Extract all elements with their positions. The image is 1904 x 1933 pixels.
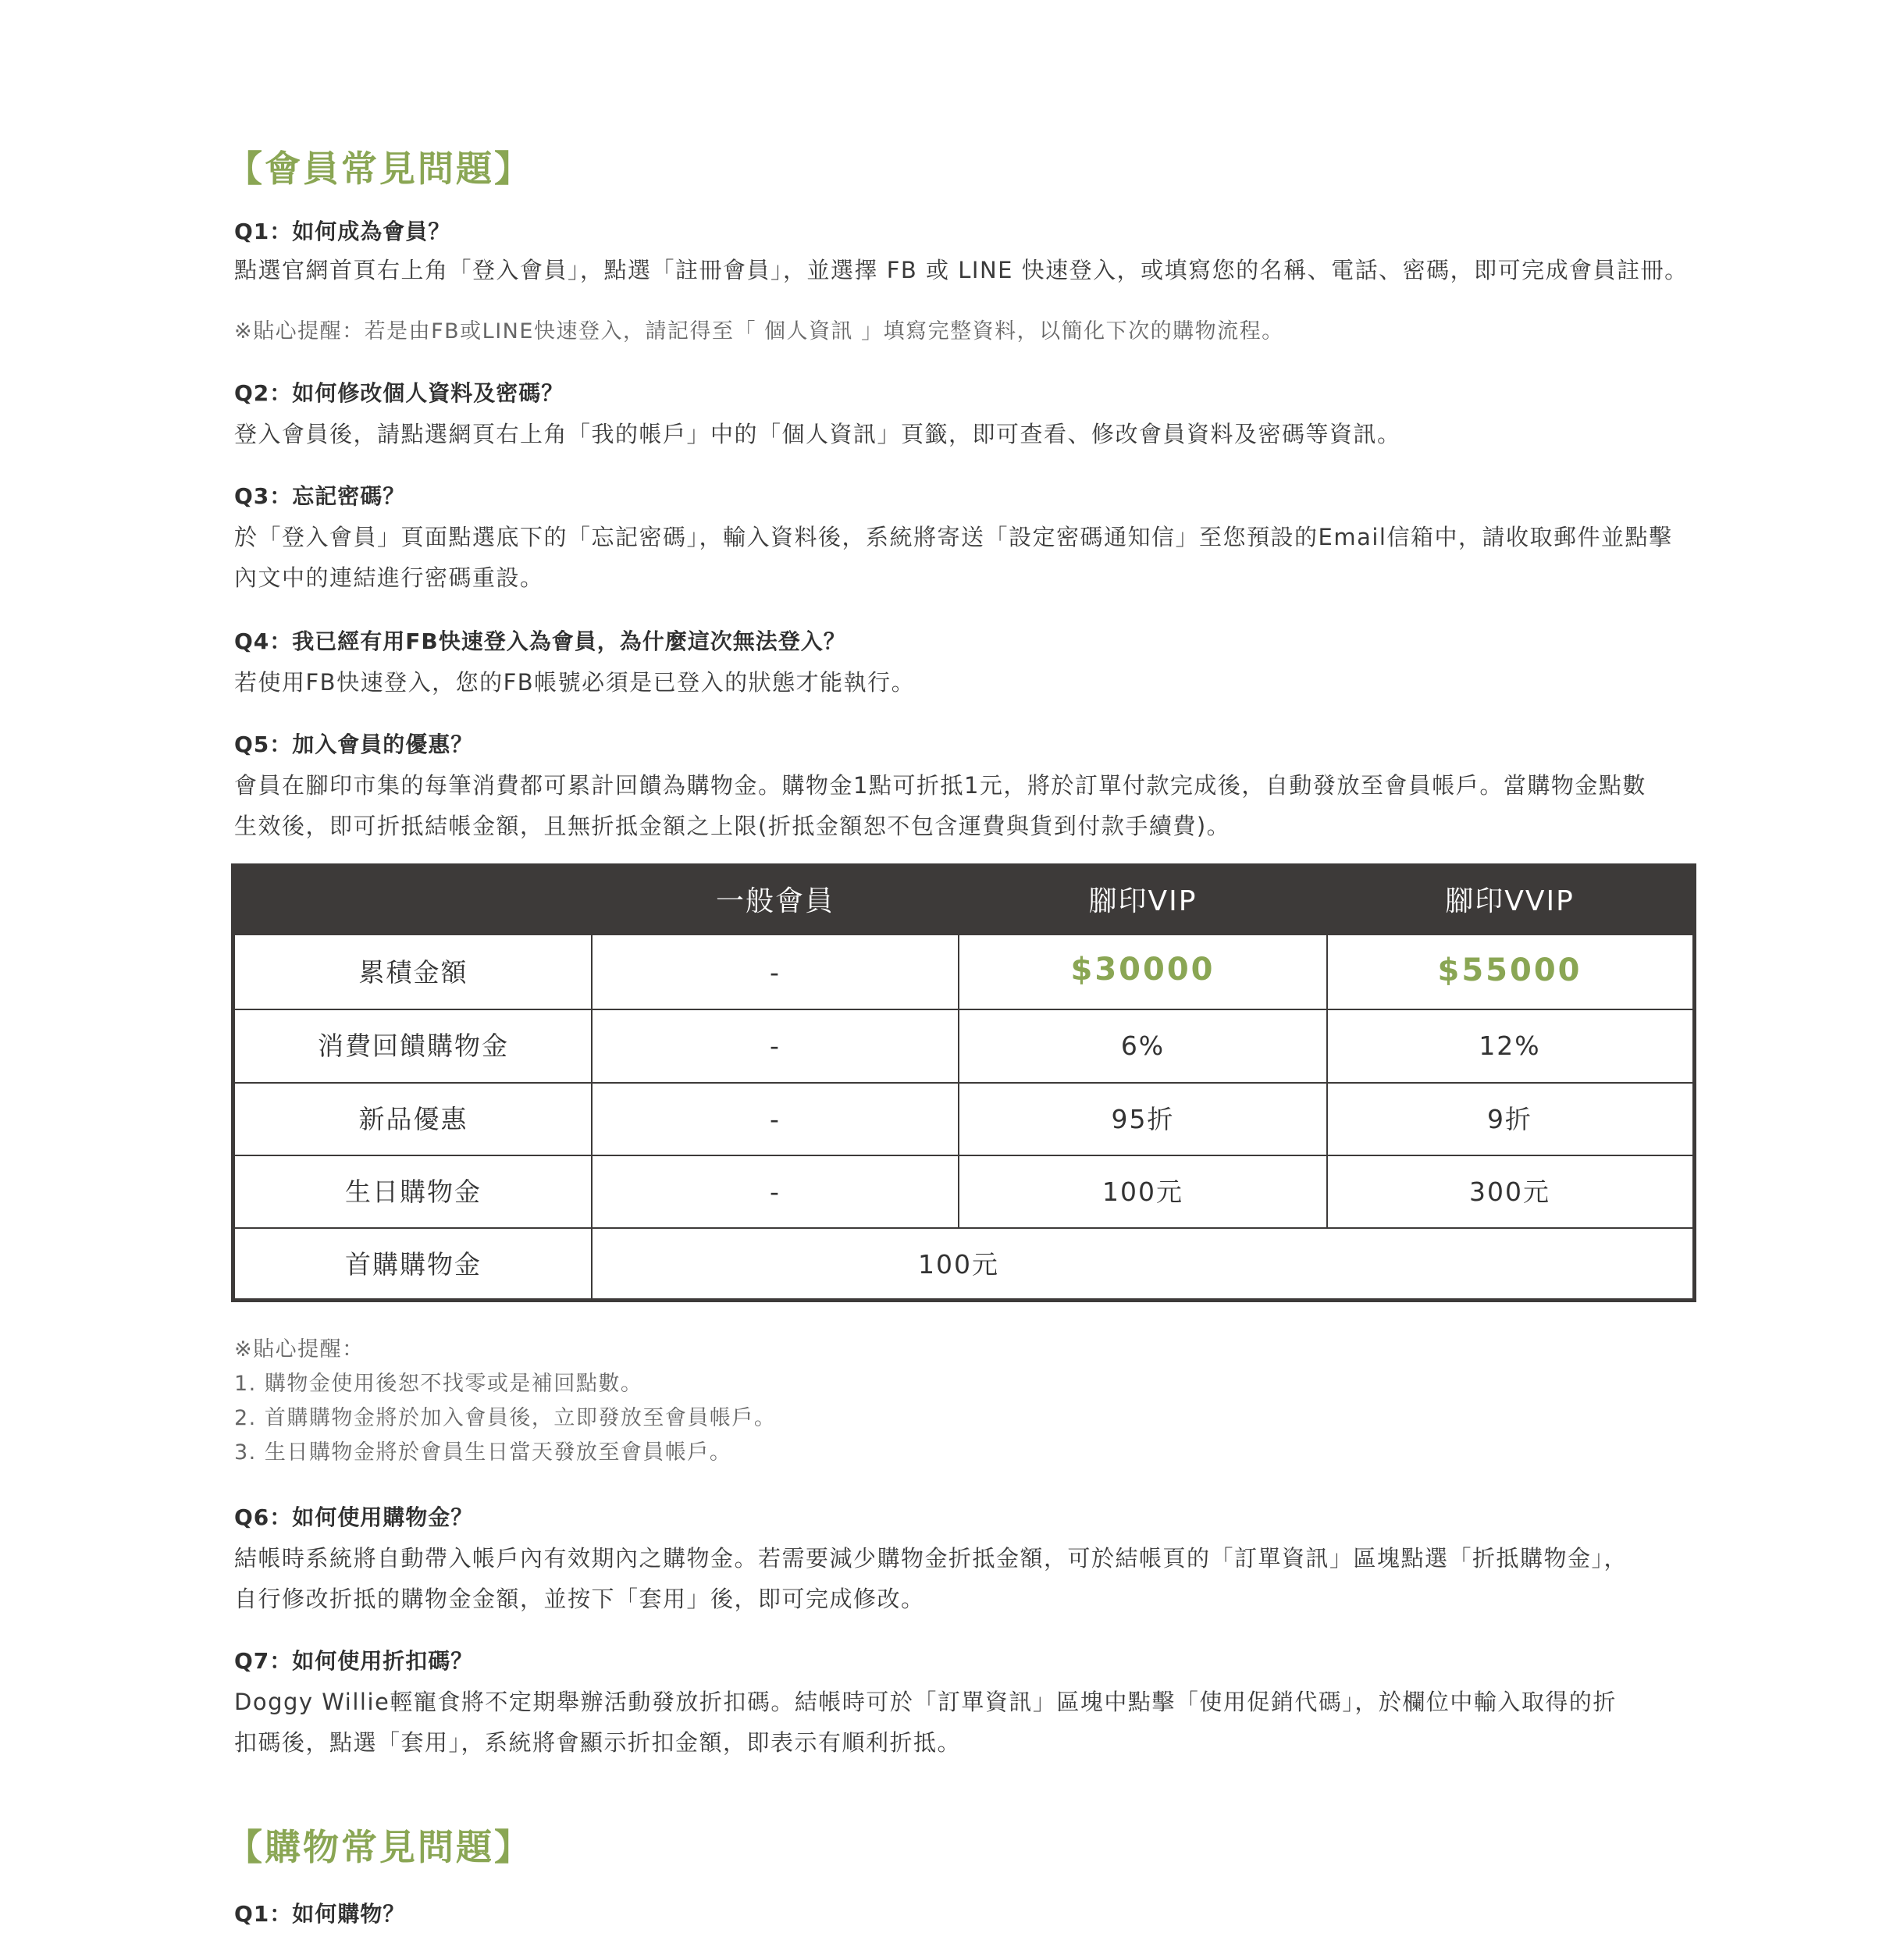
q7-answer-line1: Doggy Willie輕寵食將不定期舉辦活動發放折扣碼。結帳時可於「訂單資訊」區塊中點擊「使用促銷代碼」，於欄位中輸入取得的折	[234, 1689, 1617, 1715]
q5-answer-line1: 會員在腳印市集的每筆消費都可累計回饋為購物金。購物金1點可折抵1元，將於訂單付款完成後，自動發放至會員帳戶。當購物金點數	[234, 772, 1646, 799]
reminder-title: ※貼心提醒：	[234, 1337, 365, 1362]
q5-answer-line2: 生效後，即可折抵結帳金額，且無折抵金額之上限(折抵金額恕不包含運費與貨到付款手續費)。	[234, 813, 1231, 839]
q1-question: Q1：如何成為會員？	[234, 219, 451, 244]
q3-answer-line2: 內文中的連結進行密碼重設。	[234, 564, 544, 591]
reminder-item: 1. 購物金使用後恕不找零或是補回點數。	[234, 1372, 643, 1396]
q4-answer: 若使用FB快速登入，您的FB帳號必須是已登入的狀態才能執行。	[234, 669, 916, 696]
reminder-item: 2. 首購購物金將於加入會員後，立即發放至會員帳戶。	[234, 1406, 777, 1430]
table-cell: 12%	[1479, 1031, 1541, 1061]
table-cell: 100元	[1102, 1177, 1183, 1207]
reminder-item: 3. 生日購物金將於會員生日當天發放至會員帳戶。	[234, 1440, 732, 1465]
member-faq-title: 【會員常見問題】	[226, 148, 532, 190]
q3-question: Q3：忘記密碼？	[234, 483, 406, 509]
q4-question: Q4：我已經有用FB快速登入為會員，為什麼這次無法登入？	[234, 628, 846, 654]
q2-question: Q2：如何修改個人資料及密碼？	[234, 380, 564, 406]
table-cell-vvip-threshold: $55000	[1437, 952, 1582, 988]
table-cell-label: 首購購物金	[345, 1249, 482, 1280]
table-cell-label: 新品優惠	[358, 1104, 468, 1134]
q6-answer-line1: 結帳時系統將自動帶入帳戶內有效期內之購物金。若需要減少購物金折抵金額，可於結帳頁的「訂單資訊」區塊點選「折抵購物金」，	[234, 1545, 1628, 1572]
q2-answer: 登入會員後，請點選網頁右上角「我的帳戶」中的「個人資訊」頁籤，即可查看、修改會員資料及密碼等資訊。	[234, 421, 1401, 447]
table-cell: -	[770, 1104, 781, 1134]
shopping-faq-title: 【購物常見問題】	[226, 1826, 532, 1868]
table-cell: -	[770, 957, 781, 988]
table-header-regular: 一般會員	[715, 885, 835, 917]
table-cell-label: 消費回饋購物金	[318, 1031, 509, 1061]
membership-table	[231, 863, 1696, 1302]
q6-answer-line2: 自行修改折抵的購物金金額，並按下「套用」後，即可完成修改。	[234, 1586, 925, 1612]
table-cell: -	[770, 1031, 781, 1061]
q6-question: Q6：如何使用購物金？	[234, 1504, 474, 1530]
table-header-empty	[235, 867, 592, 935]
table-cell: 9折	[1487, 1104, 1532, 1134]
q1-answer: 點選官網首頁右上角「登入會員」，點選「註冊會員」，並選擇 FB 或 LINE 快速登入，或填寫您的名稱、電話、密碼，即可完成會員註冊。	[234, 257, 1689, 283]
table-header-vvip: 腳印VVIP	[1445, 885, 1575, 917]
table-cell: -	[770, 1177, 781, 1207]
q5-question: Q5：加入會員的優惠？	[234, 732, 474, 757]
shopping-q1-question: Q1：如何購物？	[234, 1901, 406, 1927]
table-cell: 6%	[1120, 1031, 1166, 1061]
table-cell-label: 生日購物金	[345, 1177, 482, 1207]
table-cell-vip-threshold: $30000	[1070, 952, 1215, 988]
q7-question: Q7：如何使用折扣碼？	[234, 1648, 474, 1674]
table-header-vip: 腳印VIP	[1088, 885, 1198, 917]
q7-answer-line2: 扣碼後，點選「套用」，系統將會顯示折扣金額，即表示有順利折抵。	[234, 1729, 962, 1756]
q3-answer-line1: 於「登入會員」頁面點選底下的「忘記密碼」，輸入資料後，系統將寄送「設定密碼通知信」至您預設的Email信箱中，請收取郵件並點擊	[234, 524, 1673, 550]
table-cell-merged: 100元	[918, 1249, 999, 1280]
q1-note: ※貼心提醒：若是由FB或LINE快速登入，請記得至「 個人資訊 」填寫完整資料，以簡化下次的購物流程。	[234, 319, 1284, 344]
table-cell: 95折	[1111, 1104, 1175, 1134]
table-cell-label: 累積金額	[358, 957, 468, 988]
table-cell: 300元	[1469, 1177, 1550, 1207]
